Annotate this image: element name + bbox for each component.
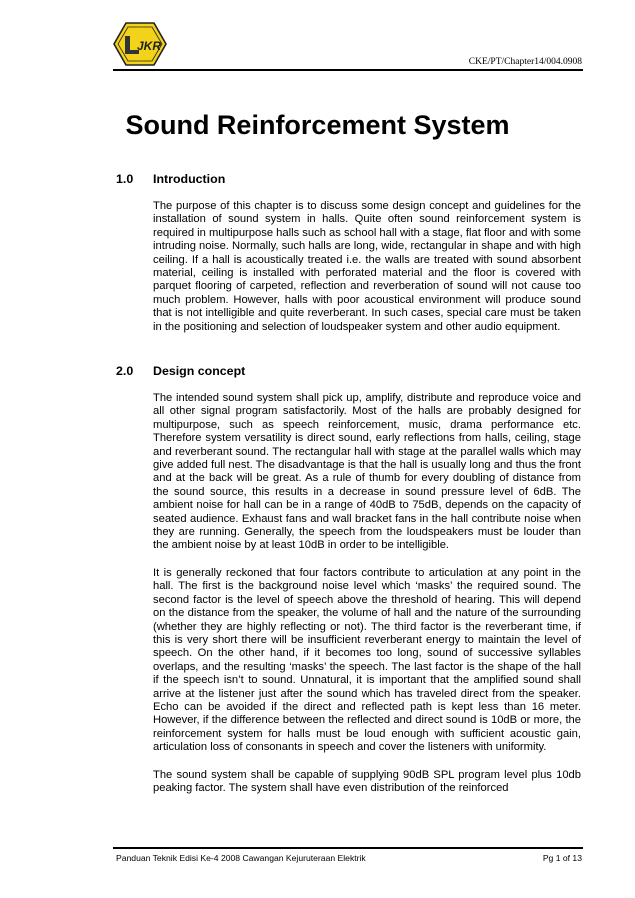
page-number: Pg 1 of 13 — [542, 853, 582, 863]
paragraph: It is generally reckoned that four factors contribute to articulation at any point in the hall. The first is the background noise level which ‘masks’ the required sound. The second factor is the level of speech above the threshold of hearing. This will depend on the distance from the speaker, the volume of hall and the nature of the surrounding (whether they are highly reflecting or not). The third factor is the reverberant time, if this is very short there will be insufficient reverberant energy to maintain the level of speech. On the other hand, if it becomes too long, sound of successive syllables overlaps, and the resulting ‘masks’ the speech. The last factor is the shape of the hall if the speech isn’t to sound. Unnatural, it is important that the amplified sound shall arrive at the listener just after the sound which has traveled direct from the speaker. Echo can be avoided if the direct and reflected path is kept less than 16 meter. However, if the difference between the reflected and direct sound is 10dB or more, the reinforcement system for halls must be loud enough with sufficient acoustic gain, articulation loss of consonants in speech and cover the listeners with uniformity. — [153, 566, 581, 754]
paragraph: The intended sound system shall pick up, amplify, distribute and reproduce voice and all other signal program satisfactorily. Most of the halls are probably designed for multipurpose, such as speech reinforcement, music, drama performance etc. Therefore system versatility is direct sound, early reflections from halls, ceiling, stage and reverberant sound. The rectangular hall with stage at the parallel walls which may give added full nest. The disadvantage is that the hall is usually long and thus the front and at the back will be great. As a rule of thumb for every doubling of distance from the sound source, this results in a decrease in sound pressure level of 6dB. The ambient noise for hall can be in a range of 40dB to 75dB, depends on the capacity of seated audience. Exhaust fans and wall bracket fans in the hall contribute noise when they are running. Generally, the speech from the loudspeakers must be louder than the ambient noise by at least 10dB in order to be intelligible. — [153, 392, 581, 552]
paragraph: The sound system shall be capable of supplying 90dB SPL program level plus 10db peaking factor. The system shall have even distribution of the reinforced — [153, 768, 581, 794]
section-number: 1.0 — [116, 172, 134, 186]
footer-publication: Panduan Teknik Edisi Ke-4 2008 Cawangan Kejuruteraan Elektrik — [116, 853, 366, 863]
section-body-introduction — [153, 200, 581, 348]
section-title: Introduction — [153, 172, 226, 186]
header-rule — [113, 69, 583, 71]
paragraph: The purpose of this chapter is to discuss some design concept and guidelines for the installation of sound system in halls. Quite often sound reinforcement system is required in multipurpose halls such as school hall with a stage, flat floor and with some intruding noise. Normally, such halls are long, wide, rectangular in shape and with high ceiling. If a hall is acoustically treated i.e. the walls are treated with sound absorbent material, ceiling is installed with perforated material and the floor is covered with parquet flooring of carpeted, reflection and reverberation of sound will not cause too much problem. However, halls with poor acoustical environment will produce sound that is not intelligible and quite reverberant. In such cases, special care must be taken in the positioning and selection of loudspeaker system and other audio equipment. — [153, 200, 581, 333]
logo-text: JKR — [136, 39, 162, 53]
section-number: 2.0 — [116, 364, 134, 378]
page-title: Sound Reinforcement System — [125, 110, 510, 140]
document-reference: CKE/PT/Chapter14/004.0908 — [468, 57, 582, 67]
footer-rule — [113, 847, 583, 849]
jkr-logo — [112, 20, 168, 68]
section-body-design-concept — [153, 392, 581, 809]
section-title: Design concept — [153, 364, 246, 378]
